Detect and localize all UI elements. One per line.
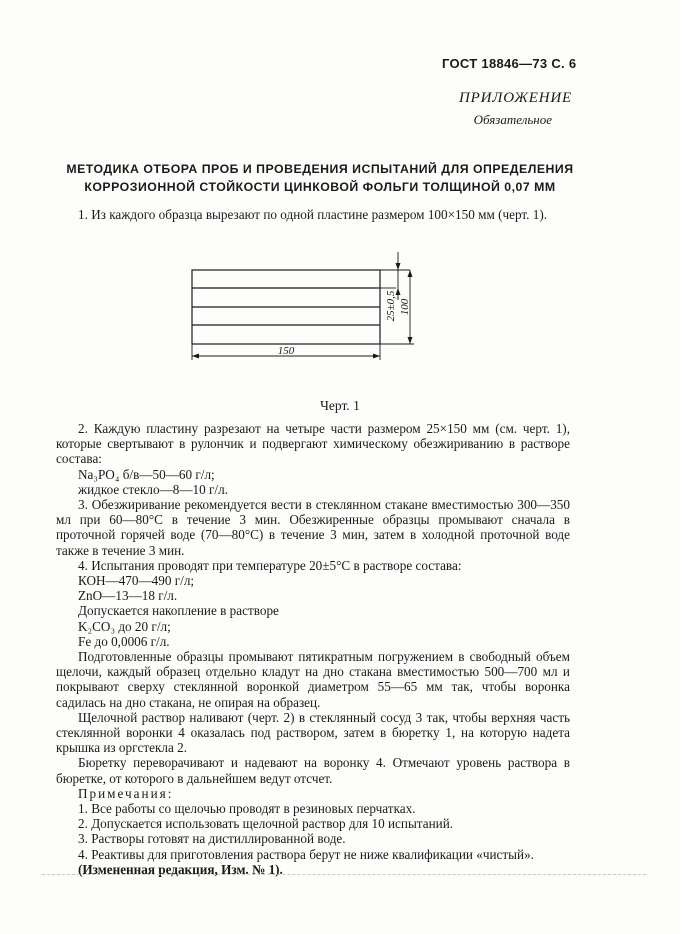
note-3: 3. Растворы готовят на дистиллированной воде.	[78, 831, 346, 847]
arrow-up-icon	[408, 270, 413, 277]
figure-1-caption: Черт. 1	[320, 398, 360, 413]
arrow-down-icon	[408, 337, 413, 344]
paragraph-3: 3. Обезжиривание рекомендуется вести в стеклянном стакане вместимостью 300—350 мл при 60—80°С в течение 3 мин. Обезжиренные образцы промывают сначала в проточной горячей воде (70—80°С) в течение 3 мин, затем в холодной проточной воде также в течение 3 мин.	[56, 497, 570, 558]
paragraph-6: Щелочной раствор наливают (черт. 2) в стеклянный сосуд 3 так, чтобы верхняя часть стеклянной воронки 4 оказалась под раствором, затем в бюретку 1, на которую надета крышка из оргстекла 2.	[56, 709, 570, 756]
arrow-right-icon	[373, 354, 380, 359]
figure-1-drawing	[188, 248, 428, 364]
formula-line: жидкое стекло—8—10 г/л.	[78, 481, 228, 497]
formula-line: Fe до 0,0006 г/л.	[78, 633, 170, 649]
paragraph-5: Подготовленные образцы промывают пятикратным погружением в свободный объем щелочи, каждый образец отдельно кладут на дно стакана вместимостью 500—700 мл и покрывают сверху стеклянной воронкой диаметром 55—65 мм так, чтобы воронка садилась на дно стакана, не опирая на образец.	[56, 649, 570, 710]
standard-header: ГОСТ 18846—73 С. 6	[442, 56, 577, 71]
note-1: 1. Все работы со щелочью проводят в резиновых перчатках.	[78, 801, 416, 817]
formula-line: Допускается накопление в растворе	[78, 603, 279, 619]
note-4: 4. Реактивы для приготовления раствора берут не ниже квалификации «чистый».	[78, 846, 534, 862]
strip-dimension-label: 25±0,5	[385, 290, 397, 322]
section-2	[56, 421, 570, 877]
height-dimension-label: 100	[399, 298, 411, 316]
page-edge-divider	[42, 874, 646, 876]
paragraph-1: 1. Из каждого образца вырезают по одной пластине размером 100×150 мм (черт. 1).	[78, 207, 548, 222]
arrow-left-icon	[192, 354, 199, 359]
paragraph-2: 2. Каждую пластину разрезают на четыре части размером 25×150 мм (см. черт. 1), которые свертывают в рулончик и подвергают химическому обезжириванию в растворе состава:	[56, 421, 570, 467]
title-line-2: КОРРОЗИОННОЙ СТОЙКОСТИ ЦИНКОВОЙ ФОЛЬГИ ТОЛЩИНОЙ 0,07 ММ	[84, 180, 556, 194]
formula-line: K₂CO₃ до 20 г/л;	[78, 618, 171, 634]
paragraph-4: 4. Испытания проводят при температуре 20±5°С в растворе состава:	[78, 557, 462, 573]
amendment-note: (Измененная редакция, Изм. № 1).	[78, 861, 283, 877]
mandatory-label: Обязательное	[473, 112, 552, 127]
arrow-down-icon	[396, 263, 401, 270]
note-2: 2. Допускается использовать щелочной раствор для 10 испытаний.	[78, 816, 454, 832]
section-1	[56, 207, 570, 222]
formula-line: Na₃PO₄ б/в—50—60 г/л;	[78, 466, 215, 482]
page-title	[50, 160, 590, 196]
title-line-1: МЕТОДИКА ОТБОРА ПРОБ И ПРОВЕДЕНИЯ ИСПЫТАНИЙ ДЛЯ ОПРЕДЕЛЕНИЯ	[66, 162, 574, 176]
notes-heading: Примечания:	[78, 785, 174, 801]
paragraph-7: Бюретку переворачивают и надевают на воронку 4. Отмечают уровень раствора в бюретке, от которого в дальнейшем ведут отсчет.	[56, 755, 570, 786]
formula-line: ZnO—13—18 г/л.	[78, 588, 178, 604]
width-dimension-label: 150	[277, 345, 295, 357]
formula-line: КОН—470—490 г/л;	[78, 573, 195, 589]
appendix-label: ПРИЛОЖЕНИЕ	[459, 90, 572, 106]
